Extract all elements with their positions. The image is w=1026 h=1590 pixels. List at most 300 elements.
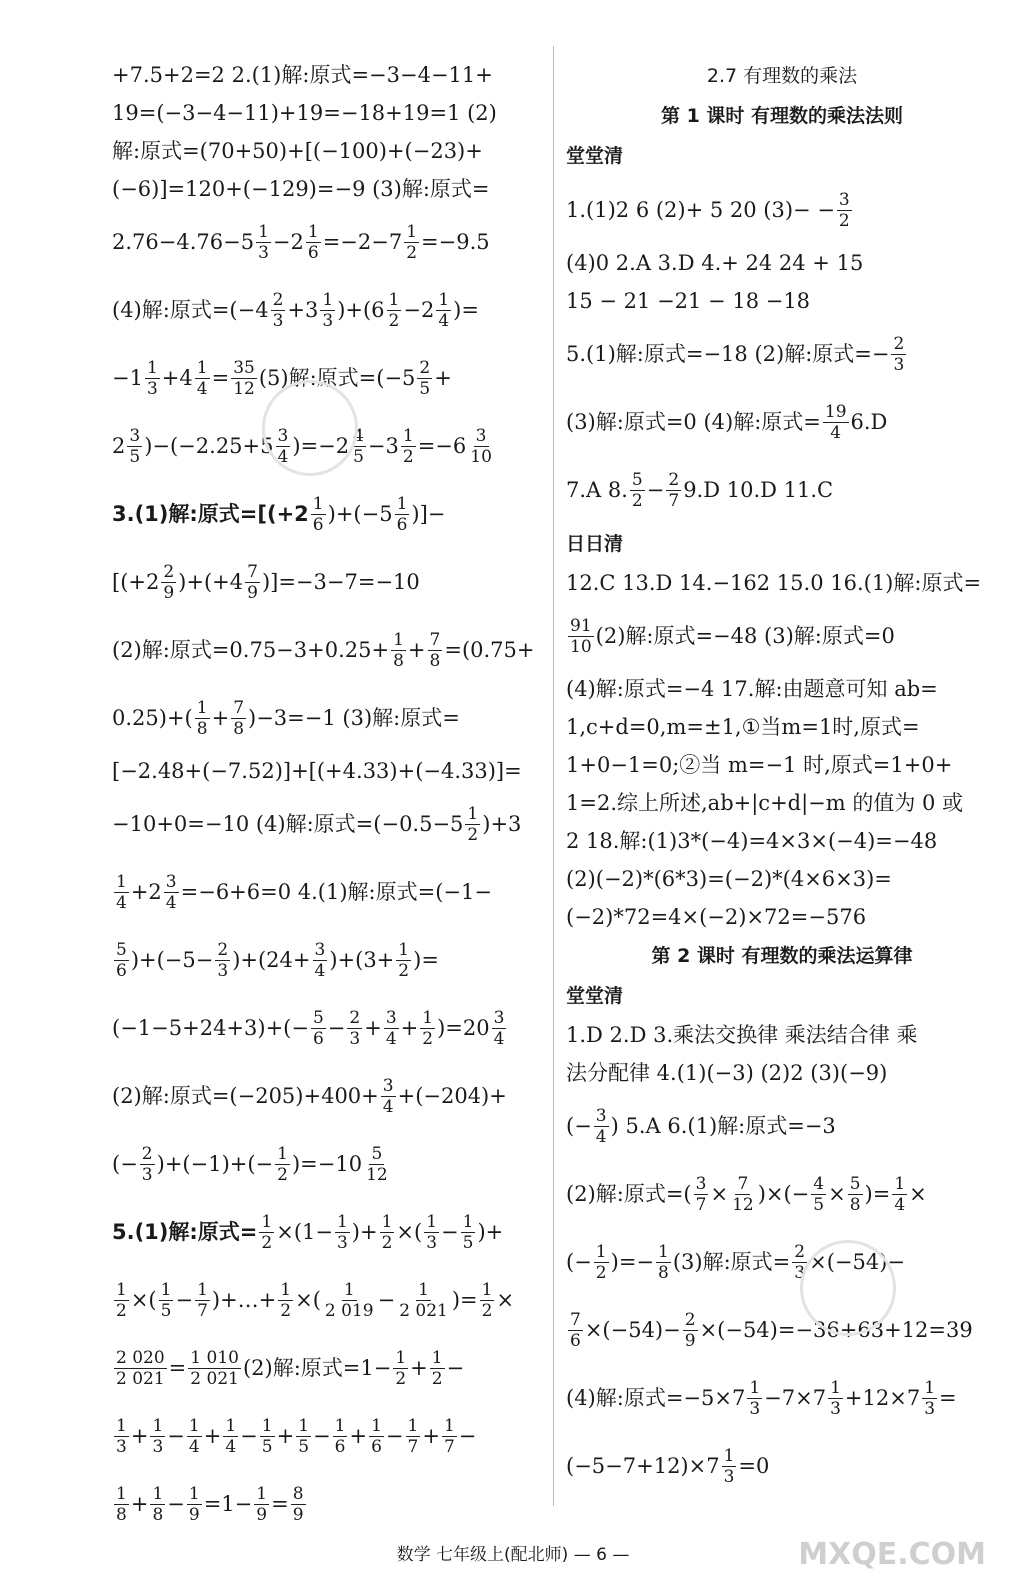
- fraction: [296, 1416, 311, 1457]
- numerator: 8: [292, 1483, 304, 1504]
- denominator: 8: [116, 1504, 127, 1525]
- numerator: 1: [336, 1211, 348, 1232]
- text: (2)解:原式=(−205)+400+: [112, 1084, 379, 1108]
- text: −: [385, 1424, 404, 1448]
- text: 2 18.解:(1)3*(−4)=4×3×(−4)=−48: [566, 829, 938, 853]
- answer-line: [566, 708, 998, 746]
- denominator: 2: [631, 490, 643, 511]
- text: +: [407, 638, 426, 662]
- answer-line: [112, 208, 544, 276]
- fraction: [114, 940, 129, 981]
- fraction: [333, 1416, 348, 1457]
- answer-line: [566, 602, 998, 670]
- answer-line: [566, 1228, 998, 1296]
- text: )+(24+: [232, 948, 311, 972]
- numerator: 1: [116, 1279, 127, 1300]
- text: −2: [272, 230, 304, 254]
- text: )=: [413, 948, 439, 972]
- numerator: 2: [893, 333, 905, 354]
- numerator: 1: [256, 1483, 268, 1504]
- text: (2)解:原式=(: [566, 1182, 692, 1206]
- text: =0: [738, 1454, 770, 1478]
- fraction: [275, 1144, 290, 1185]
- text: ×(−54)=−36+63+12=39: [699, 1318, 973, 1342]
- denominator: 6: [116, 960, 127, 981]
- text: +: [349, 1424, 368, 1448]
- fraction: [150, 1484, 165, 1525]
- fraction: [492, 1008, 507, 1049]
- numerator: 1 010: [190, 1347, 239, 1368]
- text: =−6: [417, 434, 467, 458]
- answer-line: [112, 1130, 544, 1198]
- text: )+…+: [211, 1288, 277, 1312]
- numerator: 1: [116, 871, 127, 892]
- denominator: 4: [830, 422, 842, 443]
- fraction: [828, 1378, 843, 1419]
- fraction: [364, 1144, 390, 1185]
- answer-line: [112, 684, 544, 752]
- denominator: 7: [197, 1300, 208, 1321]
- text: ×(−54)−: [584, 1318, 681, 1342]
- fraction: [150, 1416, 165, 1457]
- text: 15 − 21 −21 − 18 −18: [566, 289, 811, 313]
- denominator: 9: [256, 1504, 268, 1525]
- text: )+(−5−: [130, 948, 214, 972]
- text: 0.25)+(: [112, 706, 193, 730]
- text: )=−10: [291, 1152, 363, 1176]
- fraction: [436, 290, 451, 331]
- denominator: 2: [422, 1028, 434, 1049]
- answer-line: [566, 670, 998, 708]
- text: +: [276, 1424, 295, 1448]
- fraction: [823, 402, 849, 443]
- text: )]−: [411, 502, 446, 526]
- denominator: 4: [165, 892, 177, 913]
- text: )+: [477, 1220, 504, 1244]
- numerator: 1: [467, 803, 479, 824]
- numerator: 2: [163, 561, 175, 582]
- numerator: 4: [813, 1173, 825, 1194]
- denominator: 3: [258, 242, 269, 263]
- answer-line: [112, 616, 544, 684]
- denominator: 4: [116, 892, 127, 913]
- text: 法分配律 4.(1)(−3) (2)2 (3)(−9): [566, 1061, 888, 1085]
- text: )=: [864, 1182, 891, 1206]
- answer-line: [566, 1054, 998, 1092]
- text: −: [313, 1424, 331, 1448]
- denominator: 3: [141, 1164, 153, 1185]
- fraction: [259, 1212, 274, 1253]
- text: (−: [112, 1152, 138, 1176]
- numerator: 3: [838, 189, 850, 210]
- denominator: 7: [668, 490, 680, 511]
- numerator: 1: [398, 939, 410, 960]
- denominator: 3: [794, 1262, 806, 1283]
- numerator: 3: [385, 1007, 397, 1028]
- fraction: [311, 494, 326, 535]
- numerator: 1: [407, 1415, 419, 1436]
- text: −: [175, 1288, 194, 1312]
- text: −7×7: [764, 1386, 827, 1410]
- denominator: 4: [382, 1096, 394, 1117]
- numerator: 3: [475, 425, 487, 446]
- text: =−9.5: [421, 230, 490, 254]
- numerator: 3: [129, 425, 141, 446]
- lesson-title: 第 1 课时 有理数的乘法法则: [660, 105, 904, 127]
- fraction: [594, 1106, 609, 1147]
- numerator: 2 020: [116, 1347, 165, 1368]
- fraction: [381, 1076, 396, 1117]
- fraction: [730, 1174, 756, 1215]
- fraction: [114, 1348, 167, 1389]
- answer-line: [112, 1470, 544, 1538]
- denominator: 2: [595, 1262, 607, 1283]
- fraction: [406, 1416, 421, 1457]
- text: =−6+6=0 4.(1)解:原式=(−1−: [180, 880, 492, 904]
- text: 解:原式=(70+50)+[(−100)+(−23)+: [112, 139, 483, 163]
- fraction: [140, 1144, 155, 1185]
- right-column: [566, 56, 998, 1500]
- numerator: 1: [381, 1211, 393, 1232]
- denominator: 2 019: [324, 1300, 374, 1321]
- text: ) 5.A 6.(1)解:原式=−3: [610, 1114, 836, 1138]
- column-divider: [553, 46, 554, 1506]
- numerator: 1: [658, 1241, 669, 1262]
- numerator: 1: [160, 1279, 172, 1300]
- numerator: 3: [493, 1007, 505, 1028]
- text: +: [211, 706, 230, 730]
- numerator: 3: [277, 425, 289, 446]
- numerator: 1: [196, 357, 208, 378]
- numerator: 1: [723, 1445, 735, 1466]
- denominator: 4: [196, 378, 208, 399]
- fraction: [347, 1008, 362, 1049]
- numerator: 1: [418, 1279, 429, 1300]
- text: −: [167, 1424, 185, 1448]
- answer-line: [566, 176, 998, 244]
- fraction: [127, 426, 142, 467]
- denominator: 12: [732, 1194, 754, 1215]
- fraction: [195, 1280, 210, 1321]
- numerator: 1: [396, 493, 408, 514]
- text: )=: [453, 298, 479, 322]
- fraction: [256, 222, 271, 263]
- numerator: 1: [146, 357, 158, 378]
- denominator: 3: [723, 1466, 735, 1487]
- numerator: 1: [443, 1415, 455, 1436]
- numerator: 2: [141, 1143, 153, 1164]
- fraction: [442, 1416, 457, 1457]
- fraction: [313, 940, 328, 981]
- denominator: 5: [813, 1194, 825, 1215]
- numerator: 1: [261, 1415, 273, 1436]
- fraction: [380, 1212, 395, 1253]
- denominator: 7: [407, 1436, 419, 1457]
- denominator: 2: [116, 1300, 127, 1321]
- site-watermark: MXQE.COM: [798, 1537, 986, 1572]
- fraction: [395, 494, 410, 535]
- fraction: [391, 630, 406, 671]
- text: ×: [909, 1182, 927, 1206]
- fraction: [114, 1416, 129, 1457]
- answer-line: [112, 56, 544, 94]
- fraction: [396, 940, 411, 981]
- numerator: 1: [298, 1415, 310, 1436]
- numerator: 1: [116, 1483, 127, 1504]
- text: )+3: [482, 812, 522, 836]
- text: [−2.48+(−7.52)]+[(+4.33)+(−4.33)]=: [112, 759, 522, 783]
- text: 1,c+d=0,m=±1,①当m=1时,原式=: [566, 715, 920, 739]
- numerator: 2: [668, 469, 680, 490]
- text: )−(−2.25+5: [144, 434, 274, 458]
- denominator: 3: [336, 1232, 348, 1253]
- text: +4: [161, 366, 193, 390]
- answer-line: [566, 456, 998, 524]
- text: 19=(−3−4−11)+19=−18+19=1 (2): [112, 101, 497, 125]
- fraction: [656, 1242, 671, 1283]
- denominator: 3: [146, 378, 158, 399]
- fraction: [630, 470, 645, 511]
- denominator: 9: [247, 582, 258, 603]
- fraction: [837, 190, 852, 231]
- text: )+(−5: [327, 502, 393, 526]
- denominator: 12: [366, 1164, 388, 1185]
- fraction: [420, 1008, 435, 1049]
- numerator: 1: [116, 1415, 127, 1436]
- numerator: 5: [849, 1173, 861, 1194]
- numerator: 5: [371, 1143, 383, 1164]
- text: )+: [351, 1220, 378, 1244]
- denominator: 9: [292, 1504, 304, 1525]
- text: +(−204)+: [397, 1084, 507, 1108]
- text: +: [130, 1424, 149, 1448]
- fraction: [114, 1280, 129, 1321]
- denominator: 4: [314, 960, 326, 981]
- answer-line: [566, 784, 998, 822]
- numerator: 1: [225, 1415, 237, 1436]
- denominator: 5: [419, 378, 431, 399]
- fraction: [369, 1416, 384, 1457]
- text: (4)解:原式=(−4: [112, 298, 269, 322]
- numerator: 1: [388, 289, 400, 310]
- answer-line: [566, 898, 998, 936]
- fraction: [683, 1310, 698, 1351]
- section-title: 2.7 有理数的乘法: [706, 65, 858, 87]
- text: −: [458, 1424, 477, 1448]
- numerator: 3: [695, 1173, 707, 1194]
- denominator: 3: [893, 354, 905, 375]
- text: ×(: [130, 1288, 157, 1312]
- lesson-title: 第 2 课时 有理数的乘法运算律: [651, 945, 913, 967]
- denominator: 12: [233, 378, 255, 399]
- text: (2)解:原式=0.75−3+0.25+: [112, 638, 390, 662]
- text: =1−: [203, 1492, 253, 1516]
- fraction: [278, 1280, 293, 1321]
- fraction: [891, 334, 906, 375]
- numerator: 1: [426, 1211, 438, 1232]
- numerator: 2: [684, 1309, 696, 1330]
- answer-line: [112, 276, 544, 344]
- fraction: [922, 1378, 937, 1419]
- fraction: [114, 872, 129, 913]
- numerator: 1: [197, 1279, 208, 1300]
- fraction: [384, 1008, 399, 1049]
- text: (4)解:原式=−4 17.解:由题意可知 ab=: [566, 677, 938, 701]
- fraction: [159, 1280, 174, 1321]
- answer-line: [112, 858, 544, 926]
- text: 12.C 13.D 14.−162 15.0 16.(1)解:原式=: [566, 571, 982, 595]
- denominator: 5: [129, 446, 141, 467]
- text: (−: [566, 1250, 592, 1274]
- text: 2: [112, 434, 126, 458]
- denominator: 6: [396, 514, 408, 535]
- fraction: [271, 290, 286, 331]
- numerator: 91: [570, 615, 592, 636]
- denominator: 5: [261, 1436, 273, 1457]
- numerator: 2: [794, 1241, 806, 1262]
- denominator: 10: [570, 636, 592, 657]
- denominator: 2: [388, 310, 400, 331]
- fraction: [187, 1484, 202, 1525]
- text: −1: [112, 366, 143, 390]
- numerator: 3: [382, 1075, 394, 1096]
- text: 1+0−1=0;②当 m=−1 时,原式=1+0+: [566, 753, 953, 777]
- fraction: [404, 222, 419, 263]
- text: −3: [367, 434, 399, 458]
- numerator: 4: [353, 425, 364, 446]
- numerator: 1: [595, 1241, 607, 1262]
- numerator: 1: [258, 221, 269, 242]
- text: )+(+4: [178, 570, 244, 594]
- numerator: 1: [196, 697, 208, 718]
- text: +3: [287, 298, 319, 322]
- text: (3)解:原式=: [672, 1250, 791, 1274]
- denominator: 4: [277, 446, 289, 467]
- answer-line: [112, 480, 544, 548]
- text: +: [434, 366, 452, 390]
- fraction: [231, 358, 257, 399]
- numerator: 7: [570, 1309, 581, 1330]
- text: −: [327, 1016, 346, 1040]
- page-footer: 数学 七年级上(配北师) — 6 —: [396, 1545, 630, 1565]
- text: ×(: [295, 1288, 321, 1312]
- text: +: [410, 1356, 428, 1380]
- fraction: [161, 562, 176, 603]
- text: −: [446, 1356, 465, 1380]
- subsection-heading: 日日清: [566, 533, 624, 555]
- subsection-heading: 堂堂清: [566, 985, 624, 1007]
- answer-line: [112, 548, 544, 616]
- text: 1=2.综上所述,ab+|c+d|−m 的值为 0 或: [566, 791, 964, 815]
- numerator: 2: [217, 939, 229, 960]
- answer-line: [566, 388, 998, 456]
- denominator: 2 021: [116, 1368, 165, 1389]
- numerator: 7: [247, 561, 258, 582]
- text: ×: [828, 1182, 846, 1206]
- text: =−2−7: [322, 230, 403, 254]
- numerator: 1: [431, 1347, 443, 1368]
- answer-line: [112, 170, 544, 208]
- fraction: [114, 1484, 129, 1525]
- text: (−1−5+24+3)+(−: [112, 1016, 309, 1040]
- fraction: [465, 804, 480, 845]
- text: (4)0 2.A 3.D 4.+ 24 24 + 15: [566, 251, 864, 275]
- text: )−3=−1 (3)解:原式=: [248, 706, 460, 730]
- fraction: [164, 872, 179, 913]
- fraction: [747, 1378, 762, 1419]
- text: =: [168, 1356, 187, 1380]
- text: ×(1−: [276, 1220, 333, 1244]
- numerator: 1: [312, 493, 324, 514]
- denominator: 2: [838, 210, 850, 231]
- denominator: 4: [493, 1028, 505, 1049]
- text: )+(3+: [329, 948, 395, 972]
- fraction: [335, 1212, 350, 1253]
- answer-line: [566, 244, 998, 282]
- denominator: 3: [217, 960, 229, 981]
- text: (−6)]=120+(−129)=−9 (3)解:原式=: [112, 177, 490, 201]
- numerator: 1: [749, 1377, 761, 1398]
- numerator: 2: [272, 289, 284, 310]
- denominator: 3: [830, 1398, 841, 1419]
- denominator: 7: [443, 1436, 455, 1457]
- denominator: 8: [393, 650, 404, 671]
- answer-line: [112, 752, 544, 790]
- numerator: 1: [261, 1211, 273, 1232]
- numerator: 1: [322, 289, 334, 310]
- denominator: 5: [160, 1300, 172, 1321]
- fraction: [468, 426, 494, 467]
- answer-line: [112, 994, 544, 1062]
- numerator: 5: [116, 939, 127, 960]
- answer-line: [566, 564, 998, 602]
- answer-line: [566, 320, 998, 388]
- denominator: 6: [312, 1028, 324, 1049]
- text: )+(6: [337, 298, 385, 322]
- denominator: 2: [398, 960, 410, 981]
- text: )=−2: [292, 434, 350, 458]
- answer-line: [566, 746, 998, 784]
- denominator: 5: [298, 1436, 310, 1457]
- answer-line: [566, 1016, 998, 1054]
- text: +2: [130, 880, 162, 904]
- numerator: 19: [824, 401, 847, 422]
- denominator: 6: [312, 514, 324, 535]
- numerator: 1: [438, 289, 450, 310]
- numerator: 1: [402, 425, 414, 446]
- fraction: [568, 616, 594, 657]
- answer-line: [112, 1334, 544, 1402]
- answer-line: [566, 1364, 998, 1432]
- fraction: [223, 1416, 238, 1457]
- numerator: 1: [188, 1415, 200, 1436]
- text: (4)解:原式=−5×7: [566, 1386, 746, 1410]
- denominator: 10: [470, 446, 492, 467]
- fraction: [401, 426, 416, 467]
- fraction: [428, 630, 443, 671]
- fraction: [188, 1348, 241, 1389]
- text: ×(: [396, 1220, 423, 1244]
- text: )+(−1)+(−: [156, 1152, 274, 1176]
- text: (−5−7+12)×7: [566, 1454, 720, 1478]
- denominator: 8: [849, 1194, 861, 1215]
- denominator: 2: [406, 242, 418, 263]
- denominator: 6: [334, 1436, 346, 1457]
- text: 7.A 8.: [566, 478, 628, 502]
- fraction: [291, 1484, 306, 1525]
- fraction: [397, 1280, 450, 1321]
- text: =: [939, 1386, 957, 1410]
